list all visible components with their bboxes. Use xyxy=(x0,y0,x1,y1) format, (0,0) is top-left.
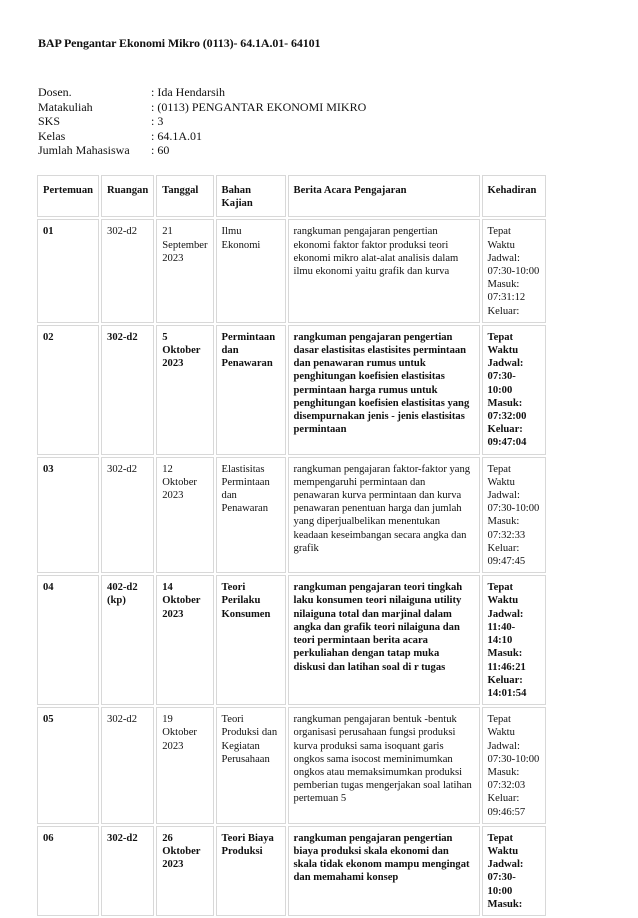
kehadiran-line: Keluar: xyxy=(487,793,520,805)
kehadiran-line: 07:32:03 xyxy=(487,780,526,792)
cell-tanggal: 12 Oktober 2023 xyxy=(156,457,213,574)
info-value: : (0113) PENGANTAR EKONOMI MIKRO xyxy=(151,99,367,114)
info-label: Jumlah Mahasiswa xyxy=(38,143,130,158)
info-row xyxy=(38,100,366,115)
cell-ruangan: 302-d2 xyxy=(101,707,154,824)
cell-tanggal: 19 Oktober 2023 xyxy=(156,707,213,824)
cell-bahan-kajian: Teori Biaya Produksi xyxy=(216,826,286,916)
table-header-row xyxy=(37,175,546,217)
kehadiran-line: Tepat Waktu xyxy=(487,714,515,739)
cell-pertemuan: 03 xyxy=(37,457,99,574)
kehadiran-line: Tepat Waktu xyxy=(487,582,519,607)
cell-berita-acara: rangkuman pengajaran pengertian dasar elastisitas elastisites permintaan dan penawaran rumus untuk penghitungan koefisien elastisitas permintaan harga rumus untuk penghitungan koefisien elastisitas yang disempurnakan jenis - jenis elastisitas permintaan xyxy=(288,325,480,455)
table-row xyxy=(37,826,546,916)
kehadiran-line: Masuk: xyxy=(487,279,520,291)
kehadiran-line: 09:46:57 xyxy=(487,806,526,818)
kehadiran-line: Tepat Waktu xyxy=(487,832,519,857)
info-row xyxy=(38,85,366,100)
kehadiran-line: Masuk: xyxy=(487,648,523,660)
kehadiran-line: Jadwal: xyxy=(487,252,520,264)
kehadiran-line: 07:32:00 xyxy=(487,411,527,423)
cell-ruangan: 302-d2 xyxy=(101,219,154,322)
cell-berita-acara: rangkuman pengajaran pengertian biaya produksi skala ekonomi dan skala tidak ekonom mampu mengingat dan memahami konsep xyxy=(288,826,480,916)
cell-pertemuan: 01 xyxy=(37,219,99,322)
info-value: : Ida Hendarsih xyxy=(151,85,225,99)
info-value: : 60 xyxy=(151,143,170,158)
kehadiran-line: Jadwal: xyxy=(487,608,524,620)
cell-kehadiran xyxy=(482,826,546,916)
cell-bahan-kajian: Permintaan dan Penawaran xyxy=(216,325,286,455)
kehadiran-line: Keluar: xyxy=(487,542,520,554)
header-kehadiran: Kehadiran xyxy=(482,175,546,217)
header-tanggal: Tanggal xyxy=(156,175,213,217)
cell-kehadiran xyxy=(482,457,546,574)
kehadiran-line: 07:30-10:00 xyxy=(487,503,540,515)
table-row xyxy=(37,219,546,322)
kehadiran-line: Keluar: xyxy=(487,674,523,686)
cell-tanggal: 21 September 2023 xyxy=(156,219,213,322)
info-label: Kelas xyxy=(38,128,66,143)
info-value: : 64.1A.01 xyxy=(151,128,202,143)
kehadiran-line: Tepat Waktu xyxy=(487,331,519,357)
cell-pertemuan: 05 xyxy=(37,707,99,824)
cell-bahan-kajian: Teori Produksi dan Kegiatan Perusahaan xyxy=(216,707,286,824)
info-row xyxy=(38,143,366,158)
attendance-table xyxy=(35,173,548,918)
kehadiran-line: 11:46:21 xyxy=(487,661,526,673)
table-row xyxy=(37,707,546,824)
table-row xyxy=(37,325,546,455)
kehadiran-line: 14:01:54 xyxy=(487,687,527,699)
kehadiran-line: 07:32:33 xyxy=(487,529,526,541)
header-pertemuan: Pertemuan xyxy=(37,175,99,217)
table-row xyxy=(37,575,546,705)
cell-kehadiran xyxy=(482,325,546,455)
cell-pertemuan: 02 xyxy=(37,325,99,455)
cell-bahan-kajian: Teori Perilaku Konsumen xyxy=(216,575,286,705)
cell-tanggal: 14 Oktober 2023 xyxy=(156,575,213,705)
cell-pertemuan: 04 xyxy=(37,575,99,705)
info-row xyxy=(38,114,366,129)
kehadiran-line: Keluar: xyxy=(487,305,520,317)
document-title: BAP Pengantar Ekonomi Mikro (0113)- 64.1A.01- 64101 xyxy=(38,36,321,50)
kehadiran-line: 07:30-10:00 xyxy=(487,753,540,765)
cell-berita-acara: rangkuman pengajaran faktor-faktor yang mempengaruhi permintaan dan penawaran kurva permintaan dan kurva penawaran penentuan harga dan jumlah yang diperjualbelikan menentukan keadaan keseimbangan secara angka dan grafik xyxy=(288,457,480,574)
kehadiran-line: 09:47:04 xyxy=(487,437,527,449)
cell-bahan-kajian: Elastisitas Permintaan dan Penawaran xyxy=(216,457,286,574)
cell-kehadiran xyxy=(482,707,546,824)
kehadiran-line: 11:40-14:10 xyxy=(487,621,516,647)
header-berita-acara: Berita Acara Pengajaran xyxy=(288,175,480,217)
kehadiran-line: Jadwal: xyxy=(487,490,520,502)
cell-berita-acara: rangkuman pengajaran bentuk -bentuk organisasi perusahaan fungsi produksi kurva produksi sama isoquant garis ongkos sama isocost meminimumkan ongkos atau memaksimumkan produksi pemberian tugas mengerjakan soal latihan pertemuan 5 xyxy=(288,707,480,824)
kehadiran-line: Masuk: xyxy=(487,766,520,778)
table-row xyxy=(37,457,546,574)
kehadiran-line: Tepat Waktu xyxy=(487,463,515,488)
header-bahan-kajian: Bahan Kajian xyxy=(216,175,286,217)
cell-berita-acara: rangkuman pengajaran pengertian ekonomi faktor faktor produksi teori ekonomi mikro alat-alat analisis dalam ilmu ekonomi yaitu grafik dan kurva xyxy=(288,219,480,322)
cell-bahan-kajian: Ilmu Ekonomi xyxy=(216,219,286,322)
info-value: : 3 xyxy=(151,114,164,129)
kehadiran-line: Tepat Waktu xyxy=(487,226,515,251)
cell-ruangan: 402-d2 (kp) xyxy=(101,575,154,705)
kehadiran-line: Masuk: xyxy=(487,397,523,409)
cell-ruangan: 302-d2 xyxy=(101,826,154,916)
kehadiran-line: Keluar: xyxy=(487,424,523,436)
info-label: SKS xyxy=(38,114,61,129)
kehadiran-line: Jadwal: xyxy=(487,740,520,752)
kehadiran-line: 07:30-10:00 xyxy=(487,371,516,396)
kehadiran-line: 07:30-10:00 xyxy=(487,872,516,897)
course-info xyxy=(38,85,366,158)
cell-kehadiran xyxy=(482,219,546,322)
header-ruangan: Ruangan xyxy=(101,175,154,217)
kehadiran-line: 07:31:12 xyxy=(487,292,526,304)
info-label: Matakuliah xyxy=(38,99,93,114)
info-label: Dosen. xyxy=(38,85,72,99)
kehadiran-line: 07:30-10:00 xyxy=(487,266,540,278)
info-row xyxy=(38,129,366,144)
cell-kehadiran xyxy=(482,575,546,705)
kehadiran-line: Jadwal: xyxy=(487,859,524,871)
kehadiran-line: 09:47:45 xyxy=(487,556,526,568)
kehadiran-line: Masuk: xyxy=(487,898,523,910)
kehadiran-line: Masuk: xyxy=(487,516,520,528)
cell-tanggal: 26 Oktober 2023 xyxy=(156,826,213,916)
cell-ruangan: 302-d2 xyxy=(101,457,154,574)
cell-tanggal: 5 Oktober 2023 xyxy=(156,325,213,455)
cell-pertemuan: 06 xyxy=(37,826,99,916)
kehadiran-line: Jadwal: xyxy=(487,358,524,370)
cell-ruangan: 302-d2 xyxy=(101,325,154,455)
cell-berita-acara: rangkuman pengajaran teori tingkah laku konsumen teori nilaiguna utility nilaiguna total dan marjinal dalam angka dan grafik teori nilaiguna dan teori permintaan berita acara perkuliahan dengan tatap muka diskusi dan latihan soal di r tugas xyxy=(288,575,480,705)
